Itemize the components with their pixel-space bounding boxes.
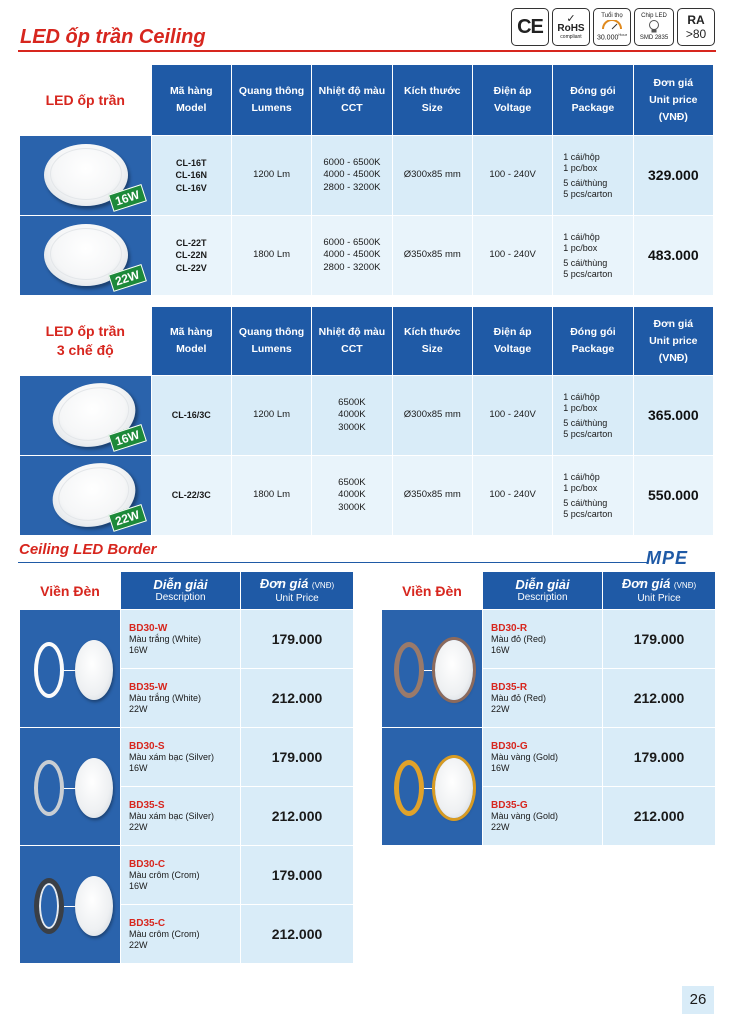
- price-cell: 212.000: [603, 787, 715, 845]
- ceiling-led-table: [19, 64, 714, 296]
- price-cell: 365.000: [634, 376, 713, 455]
- description-cell: BD30-S Màu xám bạc (Silver) 16W: [121, 728, 240, 786]
- lifetime-icon: Tuổi thọ $30.000^{Hour}$: [593, 8, 631, 46]
- price-cell: 179.000: [241, 610, 353, 668]
- size-cell: Ø350x85 mm: [393, 456, 472, 535]
- table-header-row: [20, 307, 713, 375]
- table-row: [20, 456, 713, 535]
- border-section-title: Ceiling LED Border: [19, 541, 157, 558]
- package-cell: 1 cái/hộp 1 pc/box 5 cái/thùng 5 pcs/carton: [553, 216, 632, 295]
- wattage-badge: 16W: [108, 424, 147, 452]
- header-price: Đơn giá Unit price (VNĐ): [634, 65, 713, 135]
- border-image-chrome: [20, 846, 120, 963]
- wattage-badge: 16W: [108, 184, 147, 212]
- size-cell: Ø300x85 mm: [393, 376, 472, 455]
- chip-led-icon: Chip LED SMD 2835: [634, 8, 674, 46]
- table-row: [20, 136, 713, 215]
- rohs-certification-icon: ✓ RoHS compliant: [552, 8, 590, 46]
- product-image: [20, 456, 151, 535]
- header-price: Đơn giá Unit price (VNĐ): [634, 307, 713, 375]
- column-label: Viền Đèn: [20, 572, 120, 609]
- product-image: [20, 376, 151, 455]
- ce-certification-icon: CE: [511, 8, 549, 46]
- table-row: [382, 610, 715, 668]
- description-cell: BD35-R Màu đỏ (Red) 22W: [483, 669, 602, 727]
- table-row: [20, 846, 353, 904]
- header-lumens: Quang thông Lumens: [232, 307, 311, 375]
- model-cell: CL-16T CL-16N CL-16V: [152, 136, 231, 215]
- description-cell: BD35-S Màu xám bạc (Silver) 22W: [121, 787, 240, 845]
- border-image-gold: [382, 728, 482, 845]
- header-cct: Nhiệt độ màu CCT: [312, 307, 391, 375]
- header-size: Kích thước Size: [393, 65, 472, 135]
- lumens-cell: 1200 Lm: [232, 136, 311, 215]
- column-label: Viền Đèn: [382, 572, 482, 609]
- price-cell: 329.000: [634, 136, 713, 215]
- voltage-cell: 100 - 240V: [473, 216, 552, 295]
- price-cell: 179.000: [241, 728, 353, 786]
- header-cct: Nhiệt độ màu CCT: [312, 65, 391, 135]
- bulb-icon: [648, 20, 660, 34]
- border-image-red: [382, 610, 482, 727]
- price-cell: 212.000: [241, 905, 353, 963]
- table-header-row: [20, 572, 353, 609]
- model-cell: CL-22T CL-22N CL-22V: [152, 216, 231, 295]
- price-cell: 483.000: [634, 216, 713, 295]
- description-cell: BD30-C Màu crôm (Crom) 16W: [121, 846, 240, 904]
- header-model: Mã hàng Model: [152, 307, 231, 375]
- lumens-cell: 1200 Lm: [232, 376, 311, 455]
- cct-cell: 6500K 4000K 3000K: [312, 376, 391, 455]
- description-cell: BD35-W Màu trắng (White) 22W: [121, 669, 240, 727]
- package-cell: 1 cái/hộp 1 pc/box 5 cái/thùng 5 pcs/carton: [553, 136, 632, 215]
- title-underline: [18, 50, 716, 52]
- package-cell: 1 cái/hộp 1 pc/box 5 cái/thùng 5 pcs/carton: [553, 456, 632, 535]
- wattage-badge: 22W: [108, 264, 147, 292]
- size-cell: Ø350x85 mm: [393, 216, 472, 295]
- table-header-row: [20, 65, 713, 135]
- three-mode-led-table: [19, 306, 714, 536]
- description-cell: BD35-G Màu vàng (Gold) 22W: [483, 787, 602, 845]
- description-cell: BD30-R Màu đỏ (Red) 16W: [483, 610, 602, 668]
- wattage-badge: 22W: [108, 504, 147, 532]
- price-cell: 212.000: [241, 787, 353, 845]
- price-cell: 550.000: [634, 456, 713, 535]
- price-cell: 212.000: [603, 669, 715, 727]
- page-number: 26: [682, 986, 714, 1014]
- border-table-right: [381, 571, 716, 846]
- header-lumens: Quang thông Lumens: [232, 65, 311, 135]
- border-image-silver: [20, 728, 120, 845]
- header-package: Đóng gói Package: [553, 65, 632, 135]
- description-cell: BD30-W Màu trắng (White) 16W: [121, 610, 240, 668]
- voltage-cell: 100 - 240V: [473, 376, 552, 455]
- ra-index-icon: RA >80: [677, 8, 715, 46]
- header-description: Diễn giải Description: [121, 572, 240, 609]
- product-image: [20, 136, 151, 215]
- cct-cell: 6000 - 6500K 4000 - 4500K 2800 - 3200K: [312, 216, 391, 295]
- header-description: Diễn giải Description: [483, 572, 602, 609]
- table-label: LED ốp trần 3 chế độ: [20, 307, 151, 375]
- border-table-left: [19, 571, 354, 964]
- header-unit-price: Đơn giá (VNĐ) Unit Price: [603, 572, 715, 609]
- description-cell: BD30-G Màu vàng (Gold) 16W: [483, 728, 602, 786]
- gauge-icon: [601, 20, 623, 30]
- price-cell: 179.000: [603, 728, 715, 786]
- cct-cell: 6500K 4000K 3000K: [312, 456, 391, 535]
- model-cell: CL-16/3C: [152, 376, 231, 455]
- lumens-cell: 1800 Lm: [232, 216, 311, 295]
- section-divider: [18, 562, 648, 563]
- table-row: [20, 610, 353, 668]
- model-cell: CL-22/3C: [152, 456, 231, 535]
- voltage-cell: 100 - 240V: [473, 136, 552, 215]
- border-image-white: [20, 610, 120, 727]
- product-image: [20, 216, 151, 295]
- price-cell: 179.000: [603, 610, 715, 668]
- voltage-cell: 100 - 240V: [473, 456, 552, 535]
- table-label: LED ốp trần: [20, 65, 151, 135]
- price-cell: 179.000: [241, 846, 353, 904]
- size-cell: Ø300x85 mm: [393, 136, 472, 215]
- header-unit-price: Đơn giá (VNĐ) Unit Price: [241, 572, 353, 609]
- table-row: [20, 376, 713, 455]
- lumens-cell: 1800 Lm: [232, 456, 311, 535]
- brand-logo: MPE: [646, 548, 689, 568]
- header-voltage: Điện áp Voltage: [473, 65, 552, 135]
- table-row: [382, 728, 715, 786]
- page-title: LED ốp trần Ceiling: [20, 26, 206, 48]
- header-package: Đóng gói Package: [553, 307, 632, 375]
- description-cell: BD35-C Màu crôm (Crom) 22W: [121, 905, 240, 963]
- header-model: Mã hàng Model: [152, 65, 231, 135]
- table-row: [20, 216, 713, 295]
- header-voltage: Điện áp Voltage: [473, 307, 552, 375]
- price-cell: 212.000: [241, 669, 353, 727]
- table-row: [20, 728, 353, 786]
- table-header-row: [382, 572, 715, 609]
- header-size: Kích thước Size: [393, 307, 472, 375]
- package-cell: 1 cái/hộp 1 pc/box 5 cái/thùng 5 pcs/carton: [553, 376, 632, 455]
- cct-cell: 6000 - 6500K 4000 - 4500K 2800 - 3200K: [312, 136, 391, 215]
